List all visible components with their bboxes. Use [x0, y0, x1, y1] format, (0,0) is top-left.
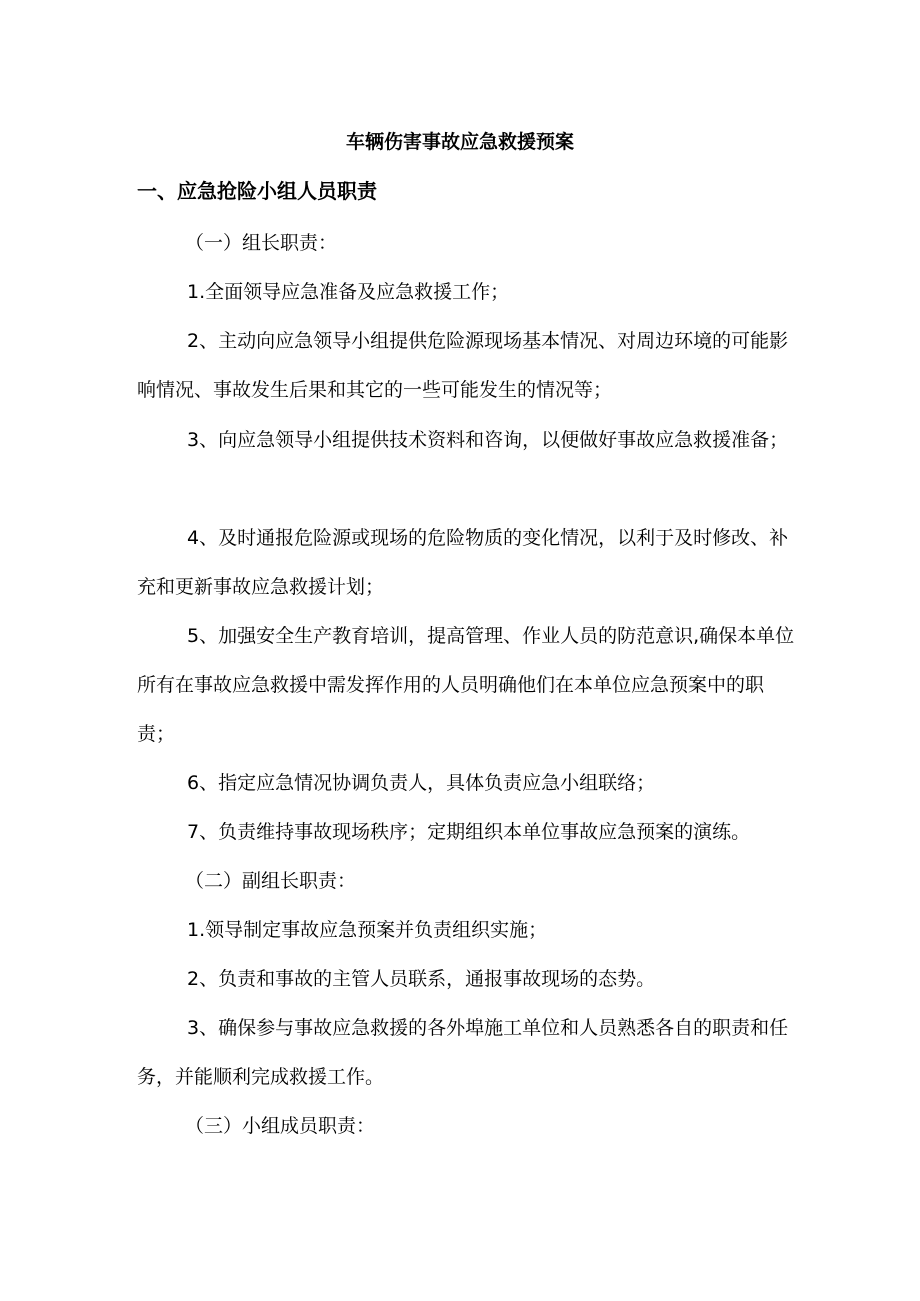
subsection-heading-deputy: （二）副组长职责： — [185, 870, 357, 892]
leader-duty-3: 3、向应急领导小组提供技术资料和咨询，以便做好事故应急救援准备； — [187, 429, 789, 451]
leader-duty-7: 7、负责维持事故现场秩序；定期组织本单位事故应急预案的演练。 — [187, 821, 751, 843]
leader-duty-5: 5、加强安全生产教育培训，提高管理、作业人员的防范意识,确保本单位所有在事故应急救援中需发挥作用的人员明确他们在本单位应急预案中的职责； — [137, 625, 795, 745]
deputy-duty-1: 1.领导制定事故应急预案并负责组织实施； — [187, 919, 548, 941]
document-title: 车辆伤害事故应急救援预案 — [345, 131, 574, 153]
deputy-duty-2: 2、负责和事故的主管人员联系，通报事故现场的态势。 — [187, 968, 656, 990]
leader-duty-2: 2、主动向应急领导小组提供危险源现场基本情况、对周边环境的可能影响情况、事故发生后果和其它的一些可能发生的情况等； — [137, 330, 789, 401]
leader-duty-6: 6、指定应急情况协调负责人，具体负责应急小组联络； — [187, 772, 656, 794]
subsection-heading-leader: （一）组长职责： — [185, 232, 338, 254]
leader-duty-1: 1.全面领导应急准备及应急救援工作； — [187, 281, 510, 303]
deputy-duty-3: 3、确保参与事故应急救援的各外埠施工单位和人员熟悉各自的职责和任务，并能顺利完成救援工作。 — [137, 1017, 789, 1088]
leader-duty-4: 4、及时通报危险源或现场的危险物质的变化情况，以利于及时修改、补充和更新事故应急救援计划； — [137, 527, 789, 598]
section-heading: 一、应急抢险小组人员职责 — [137, 179, 377, 203]
subsection-heading-members: （三）小组成员职责： — [185, 1115, 376, 1137]
